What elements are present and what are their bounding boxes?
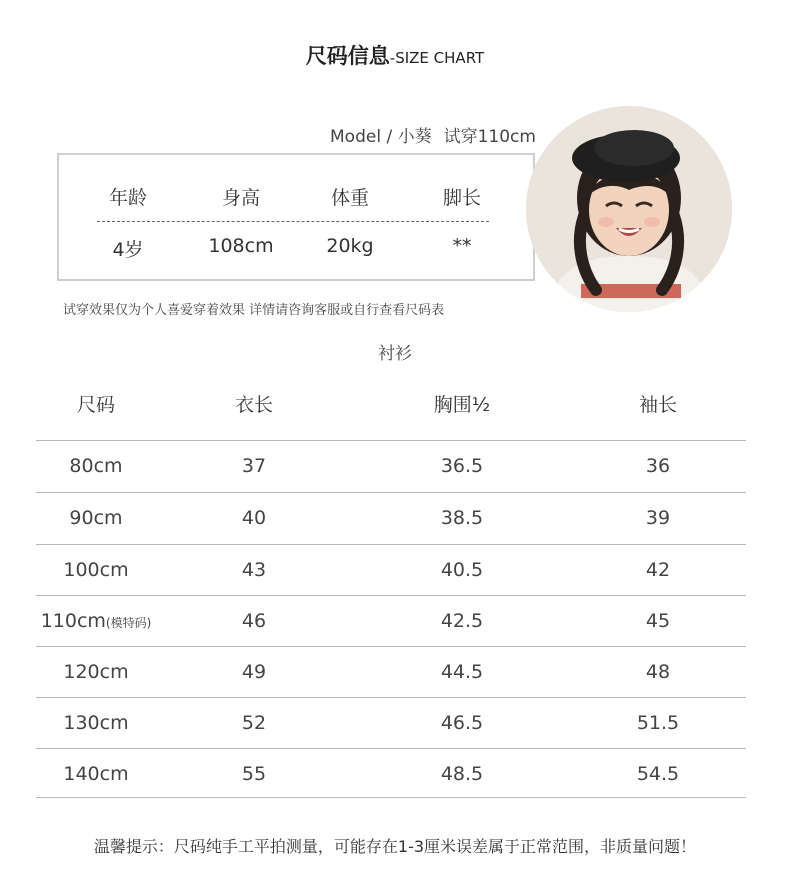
model-value-height: 108cm xyxy=(208,235,274,257)
table-row xyxy=(0,749,790,800)
model-info-box xyxy=(57,153,535,281)
cell-size xyxy=(36,712,156,734)
table-row xyxy=(0,545,790,596)
cell-chest: 46.5 xyxy=(440,712,484,734)
cell-chest: 38.5 xyxy=(440,507,484,529)
model-photo xyxy=(526,106,732,312)
cell-length: 37 xyxy=(241,455,267,477)
size-value: 90cm xyxy=(69,507,123,529)
child-photo-illustration xyxy=(526,106,732,312)
cell-sleeve: 45 xyxy=(645,610,671,632)
cell-sleeve: 48 xyxy=(645,661,671,683)
title-en: -SIZE CHART xyxy=(389,49,485,67)
cell-size xyxy=(36,763,156,785)
model-value-weight: 20kg xyxy=(326,235,374,257)
cell-chest: 36.5 xyxy=(440,455,484,477)
cell-size xyxy=(36,610,156,632)
size-value: 130cm xyxy=(63,712,129,734)
model-value-age: 4岁 xyxy=(112,239,144,261)
model-try-on: 试穿110cm xyxy=(443,127,536,147)
model-header-foot: 脚长 xyxy=(442,187,481,209)
header-size: 尺码 xyxy=(76,394,115,416)
cell-length: 40 xyxy=(241,507,267,529)
header-length: 衣长 xyxy=(234,394,273,416)
model-divider xyxy=(97,221,489,222)
cell-length: 52 xyxy=(241,712,267,734)
cell-sleeve: 54.5 xyxy=(636,763,680,785)
cell-length: 49 xyxy=(241,661,267,683)
table-row xyxy=(0,493,790,544)
size-note: (模特码) xyxy=(105,616,152,630)
table-title: 衬衫 xyxy=(378,344,412,364)
table-rule xyxy=(36,797,746,798)
table-row xyxy=(0,596,790,647)
cell-chest: 42.5 xyxy=(440,610,484,632)
model-label: Model / 小葵 xyxy=(330,127,432,147)
table-row xyxy=(0,698,790,749)
size-value: 80cm xyxy=(69,455,123,477)
cell-chest: 48.5 xyxy=(440,763,484,785)
page-title xyxy=(0,40,790,70)
cell-sleeve: 51.5 xyxy=(636,712,680,734)
size-value: 120cm xyxy=(63,661,129,683)
cell-size xyxy=(36,661,156,683)
cell-length: 43 xyxy=(241,559,267,581)
size-value: 100cm xyxy=(63,559,129,581)
try-on-note: 试穿效果仅为个人喜爱穿着效果 详情请咨询客服或自行查看尺码表 xyxy=(63,303,445,318)
size-value: 110cm xyxy=(40,610,106,632)
table-row xyxy=(0,647,790,698)
cell-chest: 40.5 xyxy=(440,559,484,581)
size-value: 140cm xyxy=(63,763,129,785)
header-chest: 胸围½ xyxy=(433,394,491,416)
cell-sleeve: 36 xyxy=(645,455,671,477)
cell-size xyxy=(36,559,156,581)
cell-size xyxy=(36,507,156,529)
model-value-foot: ** xyxy=(452,235,472,257)
cell-sleeve: 42 xyxy=(645,559,671,581)
table-row xyxy=(0,441,790,492)
header-sleeve: 袖长 xyxy=(638,394,677,416)
cell-sleeve: 39 xyxy=(645,507,671,529)
model-line xyxy=(330,122,536,147)
title-zh: 尺码信息 xyxy=(305,44,390,68)
model-header-height: 身高 xyxy=(221,187,260,209)
model-header-age: 年龄 xyxy=(108,187,147,209)
cell-length: 46 xyxy=(241,610,267,632)
cell-chest: 44.5 xyxy=(440,661,484,683)
model-header-weight: 体重 xyxy=(330,187,369,209)
cell-size xyxy=(36,455,156,477)
measurement-tip: 温馨提示：尺码纯手工平拍测量，可能存在1-3厘米误差属于正常范围，非质量问题！ xyxy=(93,837,697,856)
cell-length: 55 xyxy=(241,763,267,785)
